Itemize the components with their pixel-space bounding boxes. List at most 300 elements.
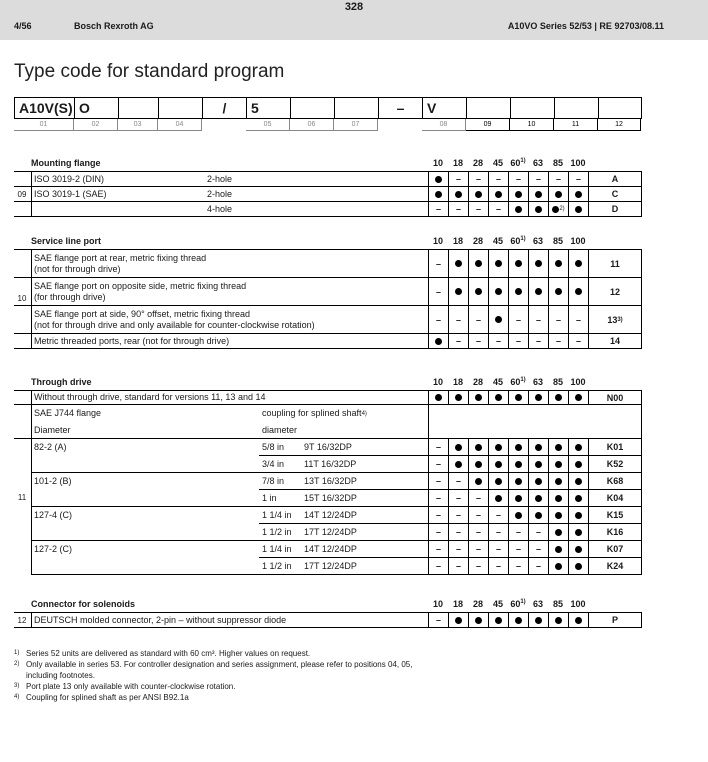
position-label: 07	[334, 119, 378, 131]
availability-cell	[468, 250, 488, 277]
position-number: 11	[17, 493, 27, 502]
availability-cell	[508, 172, 528, 186]
table-row	[14, 507, 642, 524]
availability-cell	[428, 187, 448, 201]
position-label: 10	[510, 119, 554, 131]
volume-header: 63	[532, 377, 543, 387]
empty-cell	[428, 405, 642, 422]
available-dot-icon	[555, 478, 562, 485]
availability-cell	[568, 202, 588, 216]
availability-cell	[448, 391, 468, 404]
availability-cell	[468, 334, 488, 348]
available-dot-icon	[495, 288, 502, 295]
table-row	[14, 613, 642, 628]
connector-description: DEUTSCH molded connector, 2-pin – without suppressor diode	[34, 614, 287, 625]
availability-cell	[488, 473, 508, 490]
availability-cell	[488, 172, 508, 186]
position-label: 03	[118, 119, 158, 131]
page-title: Type code for standard program	[14, 61, 285, 82]
order-code	[588, 250, 642, 277]
section-title: Mounting flange	[31, 158, 101, 168]
available-dot-icon	[575, 444, 582, 451]
not-available-dash: –	[535, 561, 541, 571]
available-dot-icon	[555, 260, 562, 267]
not-available-dash: –	[475, 561, 481, 571]
volume-header: 10	[432, 158, 443, 168]
availability-cell: 2)	[548, 202, 568, 216]
order-code-text: C	[611, 189, 619, 199]
availability-cell	[488, 250, 508, 277]
availability-cell	[528, 558, 548, 575]
available-dot-icon	[455, 461, 462, 468]
order-code	[588, 172, 642, 186]
availability-cell	[508, 334, 528, 348]
table-row	[14, 473, 642, 490]
section-title: Connector for solenoids	[31, 599, 136, 609]
availability-cell	[508, 250, 528, 277]
footnotes	[14, 648, 654, 703]
availability-cell	[488, 306, 508, 333]
availability-cell	[548, 334, 568, 348]
position-label: 02	[74, 119, 118, 131]
table-row	[14, 250, 642, 278]
shaft-size: 3/4 in	[262, 458, 285, 469]
availability-cell	[448, 439, 468, 456]
volume-header: 28	[472, 377, 483, 387]
availability-cell	[468, 613, 488, 627]
position-number: 12	[17, 616, 27, 625]
shaft-size: 5/8 in	[262, 441, 285, 452]
bolt-holes: 2-hole	[207, 173, 233, 184]
type-code-positions	[14, 119, 642, 132]
available-dot-icon	[515, 206, 522, 213]
available-dot-icon	[575, 529, 582, 536]
not-available-dash: –	[555, 174, 561, 184]
spline-spec: 14T 12/24DP	[304, 543, 357, 554]
spline-spec: 14T 12/24DP	[304, 509, 357, 520]
available-dot-icon	[575, 495, 582, 502]
availability-cell	[468, 507, 488, 524]
available-dot-icon	[435, 338, 442, 345]
availability-cell	[568, 613, 588, 627]
available-dot-icon	[515, 191, 522, 198]
not-available-dash: –	[435, 510, 441, 520]
available-dot-icon	[535, 260, 542, 267]
availability-cell	[528, 172, 548, 186]
order-code-text: 13	[607, 314, 618, 325]
available-dot-icon	[535, 394, 542, 401]
type-code-box: –	[379, 98, 423, 119]
description-line: (not for through drive and only available for counter-clockwise rotation)	[34, 319, 315, 330]
available-dot-icon	[555, 461, 562, 468]
spline-spec: 17T 12/24DP	[304, 526, 357, 537]
availability-cell	[428, 558, 448, 575]
description-line: (for through drive)	[34, 291, 106, 302]
availability-cell	[528, 202, 548, 216]
availability-cell	[508, 306, 528, 333]
table-row	[14, 278, 642, 306]
not-available-dash: –	[435, 204, 441, 214]
service-line-port-table	[14, 249, 642, 349]
availability-cell	[468, 558, 488, 575]
availability-cell	[508, 507, 528, 524]
availability-group	[14, 524, 642, 541]
not-available-dash: –	[455, 544, 461, 554]
not-available-dash: –	[455, 527, 461, 537]
volume-header: 100	[570, 158, 586, 168]
not-available-dash: –	[575, 314, 581, 325]
not-available-dash: –	[435, 314, 441, 325]
volume-header: 18	[452, 158, 463, 168]
available-dot-icon	[515, 288, 522, 295]
not-available-dash: –	[515, 174, 521, 184]
availability-cell	[508, 524, 528, 541]
footnote-ref: 1)	[520, 236, 526, 242]
volume-header: 100	[570, 599, 586, 609]
available-dot-icon	[475, 191, 482, 198]
flange-size: 82-2 (A)	[34, 442, 67, 452]
not-available-dash: –	[435, 459, 441, 469]
port-description	[31, 334, 229, 348]
availability-cell	[508, 558, 528, 575]
not-available-dash: –	[535, 527, 541, 537]
not-available-dash: –	[535, 174, 541, 184]
not-available-dash: –	[555, 336, 561, 346]
type-code-box	[511, 98, 555, 119]
availability-cell	[448, 507, 468, 524]
order-code-text: K01	[606, 442, 624, 452]
volume-header: 63	[532, 236, 543, 246]
available-dot-icon	[515, 461, 522, 468]
available-dot-icon	[535, 206, 542, 213]
not-available-dash: –	[475, 510, 481, 520]
order-code	[588, 613, 642, 627]
order-code	[588, 490, 642, 507]
volume-header: 60$^{1)}$	[510, 158, 526, 168]
availability-cell	[508, 439, 528, 456]
type-code-box	[467, 98, 511, 119]
availability-cell	[428, 439, 448, 456]
volume-header: 63	[532, 158, 543, 168]
footnote	[14, 648, 654, 659]
footnote-text: Series 52 units are delivered as standard with 60 cm³. Higher values on request.	[26, 649, 311, 658]
available-dot-icon	[575, 546, 582, 553]
available-dot-icon	[535, 512, 542, 519]
type-code-box: O	[75, 98, 119, 119]
available-dot-icon	[535, 617, 542, 624]
flange-size: 127-2 (C)	[34, 544, 73, 554]
availability-cell	[448, 187, 468, 201]
availability-cell	[548, 187, 568, 201]
availability-cell	[508, 202, 528, 216]
availability-cell	[488, 490, 508, 507]
flange-size: 127-4 (C)	[34, 510, 73, 520]
available-dot-icon	[575, 394, 582, 401]
order-code-text: A	[611, 174, 619, 184]
availability-cell	[548, 613, 568, 627]
section-header	[14, 597, 642, 612]
section-title: Through drive	[31, 377, 92, 387]
available-dot-icon	[575, 512, 582, 519]
mounting-flange-section	[14, 156, 642, 217]
position-label: 06	[290, 119, 334, 131]
order-code	[588, 278, 642, 305]
volume-header: 10	[432, 377, 443, 387]
availability-cell	[548, 524, 568, 541]
availability-cell	[448, 334, 468, 348]
availability-cell	[428, 490, 448, 507]
table-subheader-row	[14, 405, 642, 422]
availability-cell	[568, 187, 588, 201]
not-available-dash: –	[435, 258, 441, 269]
volume-header: 10	[432, 236, 443, 246]
subheader-right: coupling for splined shaft 4)	[262, 408, 367, 418]
description-line: Metric threaded ports, rear (not for through drive)	[34, 335, 230, 346]
volume-header: 18	[452, 377, 463, 387]
table-row	[14, 558, 642, 575]
volume-header: 18	[452, 599, 463, 609]
table-row	[14, 306, 642, 334]
availability-cell	[548, 541, 568, 558]
description-line: (not for through drive)	[34, 263, 121, 274]
type-code-box	[291, 98, 335, 119]
availability-cell	[568, 524, 588, 541]
not-available-dash: –	[495, 527, 501, 537]
not-available-dash: –	[535, 336, 541, 346]
availability-cell	[428, 507, 448, 524]
volume-header: 10	[432, 599, 443, 609]
position-label: 01	[14, 119, 74, 131]
availability-cell	[468, 172, 488, 186]
available-dot-icon	[455, 260, 462, 267]
availability-cell	[488, 187, 508, 201]
shaft-size: 1 1/2 in	[262, 526, 292, 537]
order-code-text: K07	[606, 544, 624, 554]
not-available-dash: –	[475, 544, 481, 554]
available-dot-icon	[495, 316, 502, 323]
available-dot-icon	[495, 478, 502, 485]
not-available-dash: –	[455, 561, 461, 571]
empty-cell	[428, 422, 642, 438]
availability-group	[14, 473, 642, 490]
available-dot-icon	[495, 461, 502, 468]
available-dot-icon	[495, 495, 502, 502]
availability-cell	[428, 202, 448, 216]
not-available-dash: –	[475, 493, 481, 503]
availability-cell	[468, 187, 488, 201]
table-row	[14, 202, 642, 217]
available-dot-icon	[555, 444, 562, 451]
availability-cell	[448, 202, 468, 216]
availability-cell	[488, 202, 508, 216]
available-dot-icon	[555, 546, 562, 553]
order-code	[588, 473, 642, 490]
available-dot-icon	[475, 394, 482, 401]
availability-cell	[548, 250, 568, 277]
available-dot-icon	[515, 617, 522, 624]
availability-cell	[448, 473, 468, 490]
spline-spec: 15T 16/32DP	[304, 492, 357, 503]
availability-cell	[428, 456, 448, 473]
not-available-dash: –	[535, 314, 541, 325]
availability-cell	[528, 507, 548, 524]
not-available-dash: –	[575, 174, 581, 184]
not-available-dash: –	[495, 204, 501, 214]
bolt-holes: 4-hole	[207, 203, 233, 214]
subheader-left: Diameter	[34, 424, 71, 435]
not-available-dash: –	[455, 476, 461, 486]
availability-cell	[528, 473, 548, 490]
volume-header: 85	[552, 599, 563, 609]
available-dot-icon	[435, 176, 442, 183]
volume-header: 18	[452, 236, 463, 246]
available-dot-icon	[575, 461, 582, 468]
volume-header: 85	[552, 158, 563, 168]
table-row	[14, 524, 642, 541]
not-available-dash: –	[435, 561, 441, 571]
available-dot-icon	[495, 617, 502, 624]
type-code-box	[335, 98, 379, 119]
availability-cell	[528, 490, 548, 507]
shaft-size: 1 in	[262, 492, 277, 503]
order-code	[588, 187, 642, 201]
availability-cell	[468, 391, 488, 404]
not-available-dash: –	[495, 510, 501, 520]
type-code-box: A10V(S)	[15, 98, 75, 119]
available-dot-icon	[535, 444, 542, 451]
availability-cell	[508, 613, 528, 627]
shaft-size: 1 1/4 in	[262, 509, 292, 520]
availability-cell	[568, 507, 588, 524]
section-header	[14, 156, 642, 171]
type-code-strip	[14, 97, 642, 119]
availability-cell	[468, 541, 488, 558]
order-code-text: K15	[606, 510, 624, 520]
subheader-left: SAE J744 flange	[34, 408, 102, 418]
availability-cell	[488, 278, 508, 305]
availability-cell	[568, 391, 588, 404]
available-dot-icon	[455, 288, 462, 295]
not-available-dash: –	[555, 314, 561, 325]
order-code	[588, 202, 642, 216]
availability-cell	[428, 541, 448, 558]
not-available-dash: –	[495, 336, 501, 346]
order-code-text: K52	[606, 459, 624, 469]
type-code-box	[119, 98, 159, 119]
availability-cell	[448, 278, 468, 305]
footnote-text: Only available in series 53. For controller designation and series assignment, please refer to positions 04, 05,	[26, 660, 413, 669]
not-available-dash: –	[515, 527, 521, 537]
available-dot-icon	[555, 529, 562, 536]
flange-standard: ISO 3019-2 (DIN)	[34, 173, 105, 184]
availability-cell	[468, 278, 488, 305]
availability-cell	[468, 473, 488, 490]
table-row	[14, 334, 642, 349]
order-code-text: 12	[609, 286, 620, 297]
section-header	[14, 234, 642, 249]
availability-cell	[568, 334, 588, 348]
company-name: Bosch Rexroth AG	[74, 21, 154, 31]
not-available-dash: –	[475, 174, 481, 184]
availability-cell	[468, 202, 488, 216]
availability-cell	[548, 456, 568, 473]
availability-cell	[568, 473, 588, 490]
footnote-ref: 1)	[520, 599, 526, 605]
available-dot-icon	[575, 191, 582, 198]
available-dot-icon	[475, 444, 482, 451]
not-available-dash: –	[475, 527, 481, 537]
available-dot-icon	[475, 617, 482, 624]
availability-group	[14, 439, 642, 456]
order-code: 13 3)	[588, 306, 642, 333]
availability-cell	[528, 613, 548, 627]
footnote	[14, 659, 654, 670]
footnote-text: Port plate 13 only available with counter-clockwise rotation.	[26, 682, 236, 691]
availability-group	[14, 558, 642, 575]
order-code	[588, 541, 642, 558]
availability-cell	[468, 456, 488, 473]
available-dot-icon	[555, 495, 562, 502]
available-dot-icon	[435, 394, 442, 401]
order-code-text: 14	[609, 336, 620, 346]
volume-header: 85	[552, 236, 563, 246]
availability-cell	[428, 334, 448, 348]
availability-cell	[548, 391, 568, 404]
availability-cell	[528, 456, 548, 473]
bolt-holes: 2-hole	[207, 188, 233, 199]
available-dot-icon	[535, 461, 542, 468]
availability-cell	[548, 278, 568, 305]
not-available-dash: –	[515, 561, 521, 571]
description-line: SAE flange port at side, 90° offset, metric fixing thread	[34, 308, 251, 319]
description-line: SAE flange port at rear, metric fixing thread	[34, 252, 207, 263]
not-available-dash: –	[475, 314, 481, 325]
footnote	[14, 670, 654, 681]
not-available-dash: –	[455, 510, 461, 520]
shaft-size: 1 1/2 in	[262, 560, 292, 571]
availability-cell	[508, 278, 528, 305]
order-code-text: K16	[606, 527, 624, 537]
table-row	[14, 172, 642, 187]
availability-cell	[488, 334, 508, 348]
available-dot-icon	[555, 191, 562, 198]
available-dot-icon	[515, 478, 522, 485]
not-available-dash: –	[435, 442, 441, 452]
availability-group	[14, 541, 642, 558]
availability-cell	[548, 507, 568, 524]
availability-cell	[548, 558, 568, 575]
not-available-dash: –	[455, 204, 461, 214]
available-dot-icon	[535, 191, 542, 198]
availability-cell	[568, 278, 588, 305]
connector-table	[14, 612, 642, 628]
type-code-box	[555, 98, 599, 119]
available-dot-icon	[555, 394, 562, 401]
not-available-dash: –	[435, 493, 441, 503]
spline-spec: 13T 16/32DP	[304, 475, 357, 486]
available-dot-icon	[575, 617, 582, 624]
availability-cell	[488, 541, 508, 558]
availability-cell	[448, 250, 468, 277]
availability-cell	[448, 306, 468, 333]
order-code-text: K68	[606, 476, 624, 486]
section-title: Service line port	[31, 236, 102, 246]
through-drive-section	[14, 375, 642, 575]
availability-cell	[568, 456, 588, 473]
type-code-box	[159, 98, 203, 119]
order-code-text: N00	[606, 392, 624, 403]
availability-cell	[428, 524, 448, 541]
